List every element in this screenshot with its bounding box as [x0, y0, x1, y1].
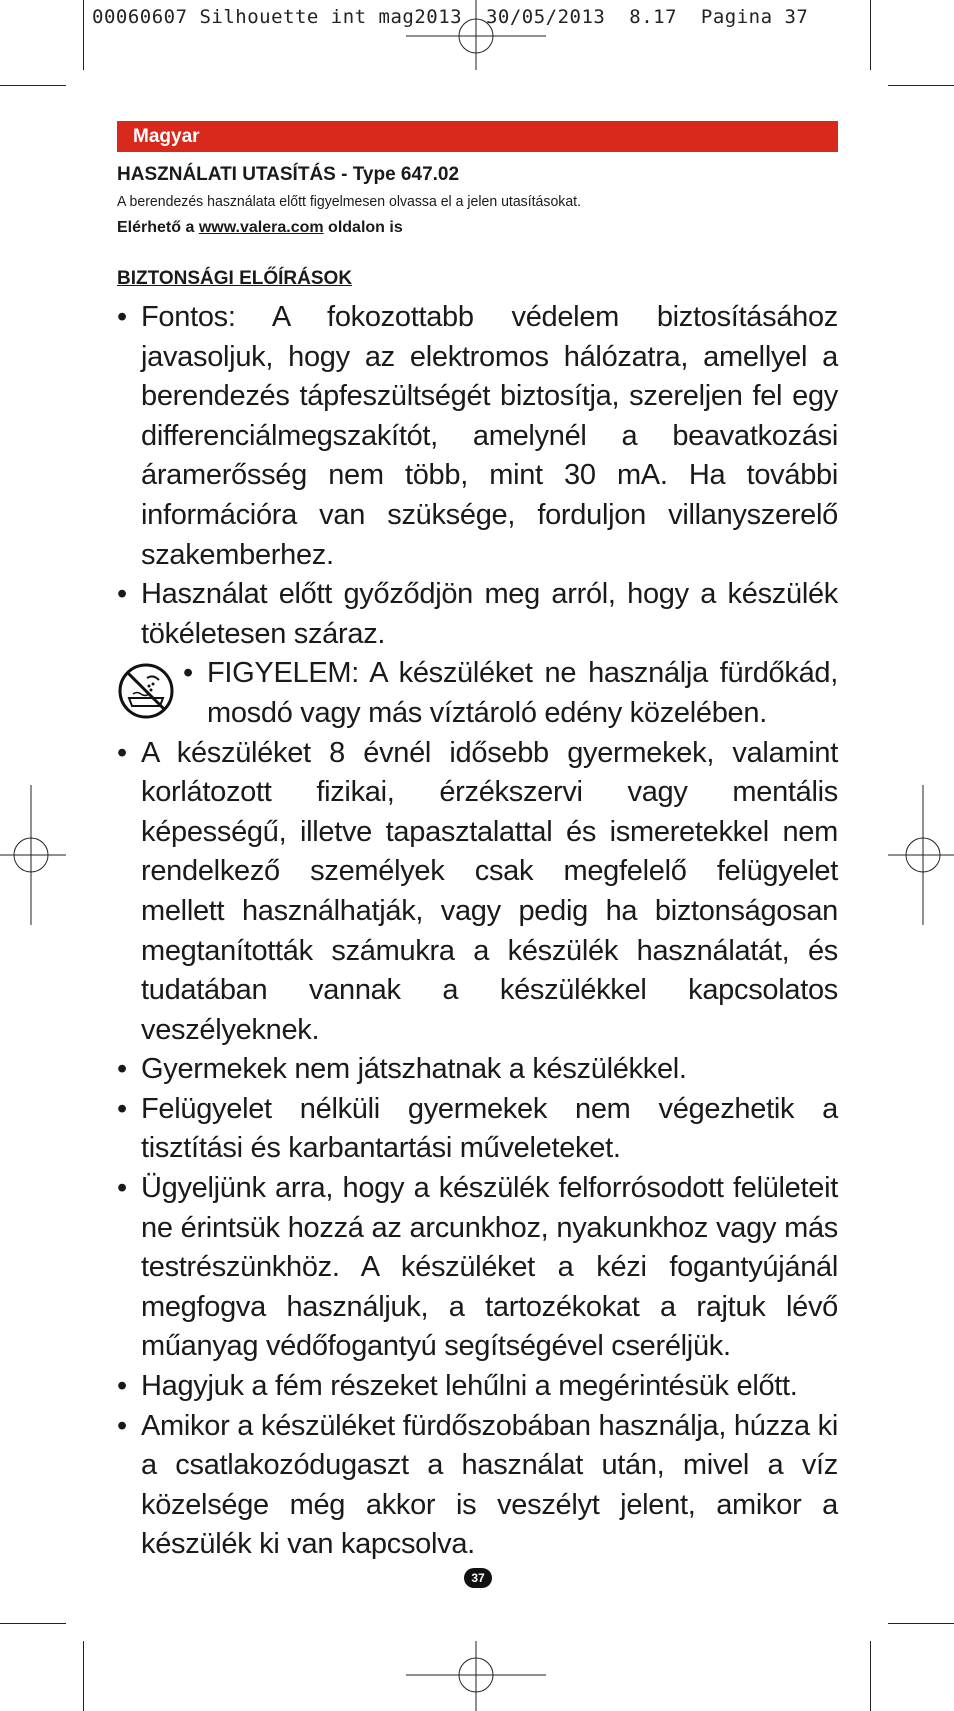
list-item [117, 575, 838, 654]
crop-mark [0, 85, 66, 86]
list-item [117, 298, 838, 575]
language-label: Magyar [133, 126, 200, 147]
crop-mark [83, 0, 84, 70]
bullet: • [117, 1172, 127, 1205]
list-item-text: Gyermekek nem játszhatnak a készülékkel. [141, 1053, 687, 1086]
bullet: • [117, 578, 127, 611]
bullet: • [117, 301, 127, 333]
registration-mark-left [0, 785, 66, 925]
registration-mark-top [406, 0, 546, 70]
list-item-warning [183, 654, 838, 733]
list-item [117, 1050, 838, 1090]
bullet: • [117, 1092, 127, 1125]
website-suffix: oldalon is [323, 219, 403, 236]
list-item [117, 1367, 838, 1407]
crop-mark [870, 0, 871, 70]
document-title: HASZNÁLATI UTASÍTÁS - Type 647.02 [117, 164, 460, 185]
crop-mark [870, 1641, 871, 1711]
crop-mark [83, 1641, 84, 1711]
language-bar [117, 121, 838, 152]
list-item-text: A készüléket 8 évnél idősebb gyermekek, valamint korlátozott fizikai, érzékszervi vagy mentális képességű, illetve tapasztalattal és ismeretekkel nem rendelkező személyek csak megfelelő felügyelet mellett használhatják, vagy pedig ha biztonságosan megtanították számukra a készülék használatát, és tudatában vannak a készülékkel kapcsolatos veszélyeknek. [141, 736, 838, 1046]
crop-mark [0, 1623, 66, 1624]
list-item [117, 1169, 838, 1367]
intro-text: A berendezés használata előtt figyelmesen olvassa el a jelen utasításokat. [117, 193, 582, 210]
bullet: • [183, 657, 193, 690]
crop-mark [888, 1623, 954, 1624]
section-heading: BIZTONSÁGI ELŐÍRÁSOK [117, 268, 353, 289]
list-item-text: FIGYELEM: A készüléket ne használja fürdőkád, mosdó vagy más víztároló edény közelében. [207, 657, 838, 729]
website-prefix: Elérhető a [117, 219, 199, 236]
list-item [117, 1407, 838, 1565]
list-item-text: Használat előtt győződjön meg arról, hogy a készülék tökéletesen száraz. [141, 578, 838, 650]
bullet: • [117, 1409, 127, 1442]
list-item-text: Hagyjuk a fém részeket lehűlni a megérintésük előtt. [141, 1370, 798, 1403]
print-slug: 00060607 Silhouette int mag2013 30/05/2013 8.17 Pagina 37 [92, 6, 809, 28]
list-item [117, 734, 838, 1051]
bullet: • [117, 1053, 127, 1086]
page-number: 37 [464, 1568, 492, 1588]
list-item-text: Felügyelet nélküli gyermekek nem végezhetik a tisztítási és karbantartási műveleteket. [141, 1092, 838, 1165]
list-item-text: Ügyeljünk arra, hogy a készülék felforrósodott felületeit ne érintsük hozzá az arcunkhoz, nyakunkhoz vagy más testrészünkhöz. A készüléket a kézi fogantyújánál megfogva használjuk, a tartozékokat a rajtuk lévő műanyag védőfogantyú segítségével cseréljük. [141, 1172, 838, 1363]
bullet: • [117, 1370, 127, 1403]
crop-mark [888, 85, 954, 86]
website-link[interactable]: www.valera.com [198, 219, 324, 236]
bullet: • [117, 736, 127, 769]
safety-list [117, 298, 838, 1565]
no-bathtub-icon [117, 662, 175, 720]
website-line [117, 219, 403, 237]
list-item-text: Amikor a készüléket fürdőszobában használja, húzza ki a csatlakozódugaszt a használat után, mivel a víz közelsége még akkor is veszélyt jelent, amikor a készülék ki van kapcsolva. [141, 1409, 838, 1561]
registration-mark-bottom [406, 1641, 546, 1711]
registration-mark-right [888, 785, 954, 925]
list-item-text: Fontos: A fokozottabb védelem biztosításához javasoljuk, hogy az elektromos hálózatra, amellyel a berendezés tápfeszültségét biztosítja, szereljen fel egy differenciálmegszakítót, amelynél a beavatkozási áramerősség nem több, mint 30 mA. Ha további információra van szüksége, forduljon villanyszerelő szakemberhez. [141, 301, 838, 571]
list-item [117, 1090, 838, 1169]
